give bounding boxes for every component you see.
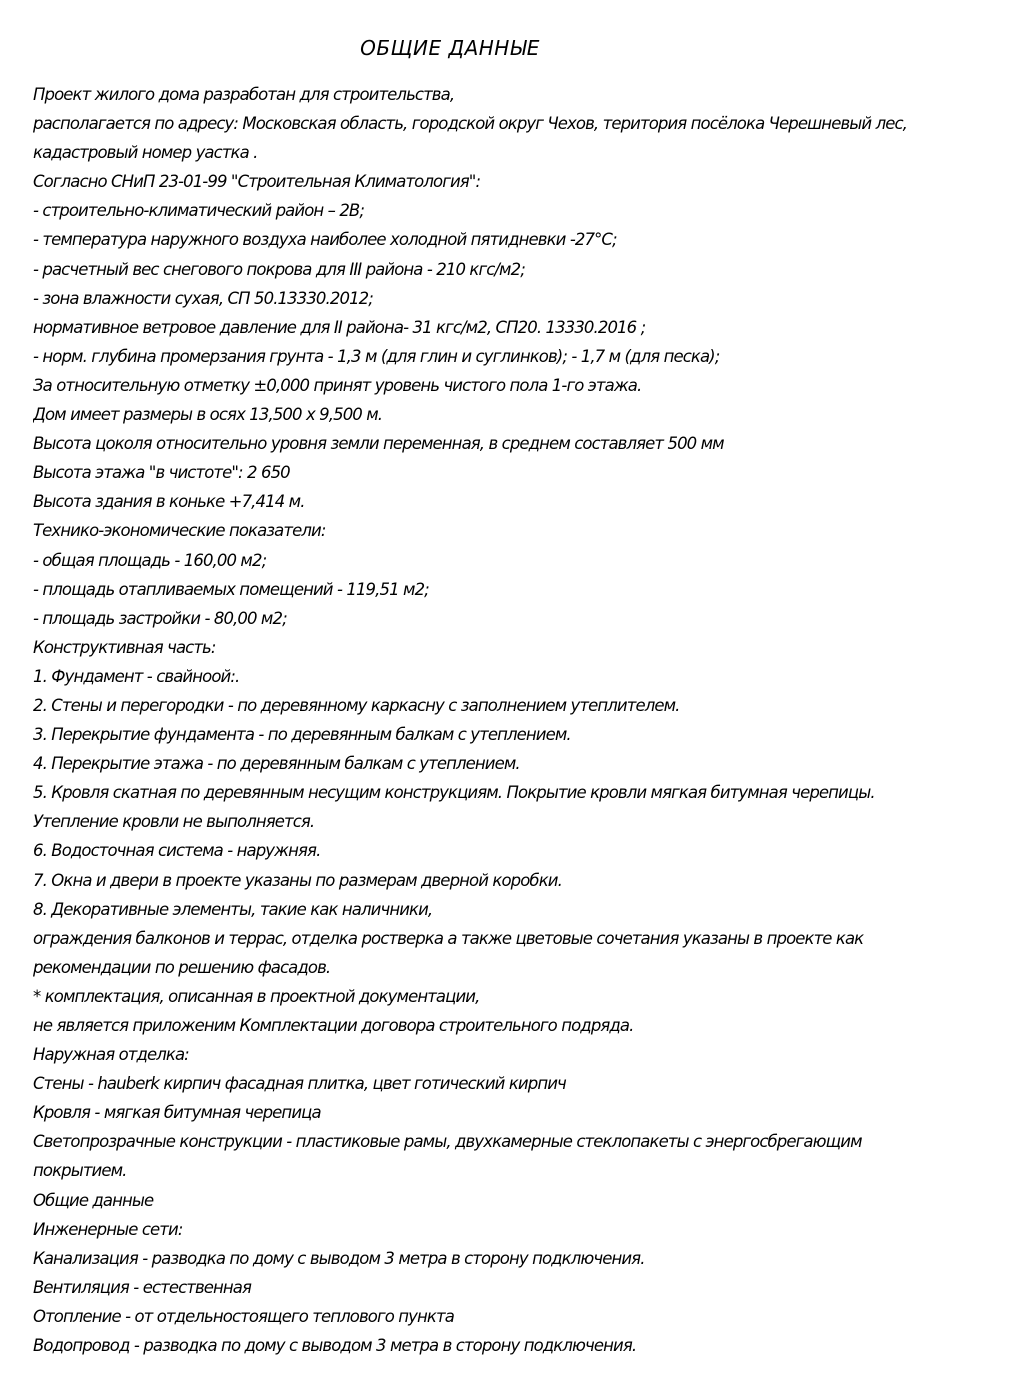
text-line: - площадь застройки - 80,00 м2;: [33, 608, 287, 628]
text-line: Проект жилого дома разработан для строительства,: [33, 85, 455, 104]
text-line: - расчетный вес снегового покрова для III района - 210 кгс/м2;: [33, 259, 525, 279]
text-line: Общие данные: [33, 1190, 154, 1210]
text-line: За относительную отметку ±0,000 принят уровень чистого пола 1-го этажа.: [33, 375, 642, 395]
text-line: покрытием.: [33, 1161, 127, 1181]
text-line: 3. Перекрытие фундамента - по деревянным балкам с утеплением.: [33, 725, 571, 745]
text-line: кадастровый номер уастка .: [33, 143, 258, 163]
text-line: Технико-экономические показатели:: [33, 521, 326, 541]
text-line: Высота здания в коньке +7,414 м.: [33, 492, 305, 512]
text-line: 5. Кровля скатная по деревянным несущим конструкциям. Покрытие кровли мягкая битумная черепицы.: [33, 783, 875, 803]
text-line: Водопровод - разводка по дому с выводом 3 метра в сторону подключения.: [33, 1336, 637, 1356]
text-line: рекомендации по решению фасадов.: [33, 957, 331, 977]
text-line: Согласно СНиП 23-01-99 "Строительная Климатология":: [33, 172, 481, 192]
text-line: * комплектация, описанная в проектной документации,: [33, 986, 480, 1006]
text-line: 2. Стены и перегородки - по деревянному каркаснy с заполнением утеплителем.: [33, 695, 680, 715]
text-line: Стены - hauberk кирпич фасадная плитка, цвет готический кирпич: [33, 1074, 566, 1094]
text-line: не является приложеним Комплектации договора строительного подряда.: [33, 1016, 634, 1035]
text-line: - строительно-климатический район – 2В;: [33, 201, 365, 221]
text-line: 1. Фундамент - свайноой:.: [33, 666, 240, 686]
text-line: ограждения балконов и террас, отделка ростверка а также цветовые сочетания указаны в проекте как: [33, 928, 864, 948]
text-line: - площадь отапливаемых помещений - 119,51 м2;: [33, 579, 429, 599]
text-line: нормативное ветровое давление для II района- 31 кгс/м2, СП20. 13330.2016 ;: [33, 317, 646, 337]
text-line: располагается по адресу: Московская область, городской округ Чехов, територия посёлока Черешневый лес,: [33, 114, 907, 134]
document-title: ОБЩИЕ ДАННЫЕ: [360, 36, 540, 60]
text-line: Вентиляция - естественная: [33, 1277, 252, 1297]
text-line: Кровля - мягкая битумная черепица: [33, 1103, 321, 1123]
text-line: 7. Окна и двери в проекте указаны по размерам дверной коробки.: [33, 870, 562, 890]
text-line: Высота цоколя относительно уровня земли переменная, в среднем составляет 500 мм: [33, 434, 724, 454]
text-line: - общая площадь - 160,00 м2;: [33, 550, 267, 570]
text-line: - температура наружного воздуха наиболее холодной пятидневки -27°С;: [33, 230, 617, 250]
text-line: Отопление - от отдельностоящего теплового пункта: [33, 1306, 454, 1326]
text-line: - норм. глубина промерзания грунта - 1,3 м (для глин и суглинков); - 1,7 м (для песка);: [33, 346, 720, 366]
text-line: - зона влажности сухая, СП 50.13330.2012;: [33, 288, 373, 308]
text-line: Светопрозрачные конструкции - пластиковые рамы, двухкамерные стеклопакеты с энергосбрегающим: [33, 1132, 862, 1152]
text-line: Дом имеет размеры в осях 13,500 х 9,500 м.: [33, 405, 383, 425]
text-line: Канализация - разводка по дому с выводом 3 метра в сторону подключения.: [33, 1248, 645, 1268]
document-body: [33, 80, 1018, 1360]
text-line: Высота этажа "в чистоте": 2 650: [33, 463, 290, 483]
text-line: Инженерные сети:: [33, 1219, 183, 1239]
text-line: 6. Водосточная система - наружняя.: [33, 841, 321, 861]
text-line: Конструктивная часть:: [33, 637, 216, 657]
text-line: 8. Декоративные элементы, такие как наличники,: [33, 899, 433, 919]
text-line: Наружная отделка:: [33, 1045, 189, 1065]
text-line: 4. Перекрытие этажа - по деревянным балкам с утеплением.: [33, 754, 520, 774]
text-line: Утепление кровли не выполняется.: [33, 812, 315, 832]
